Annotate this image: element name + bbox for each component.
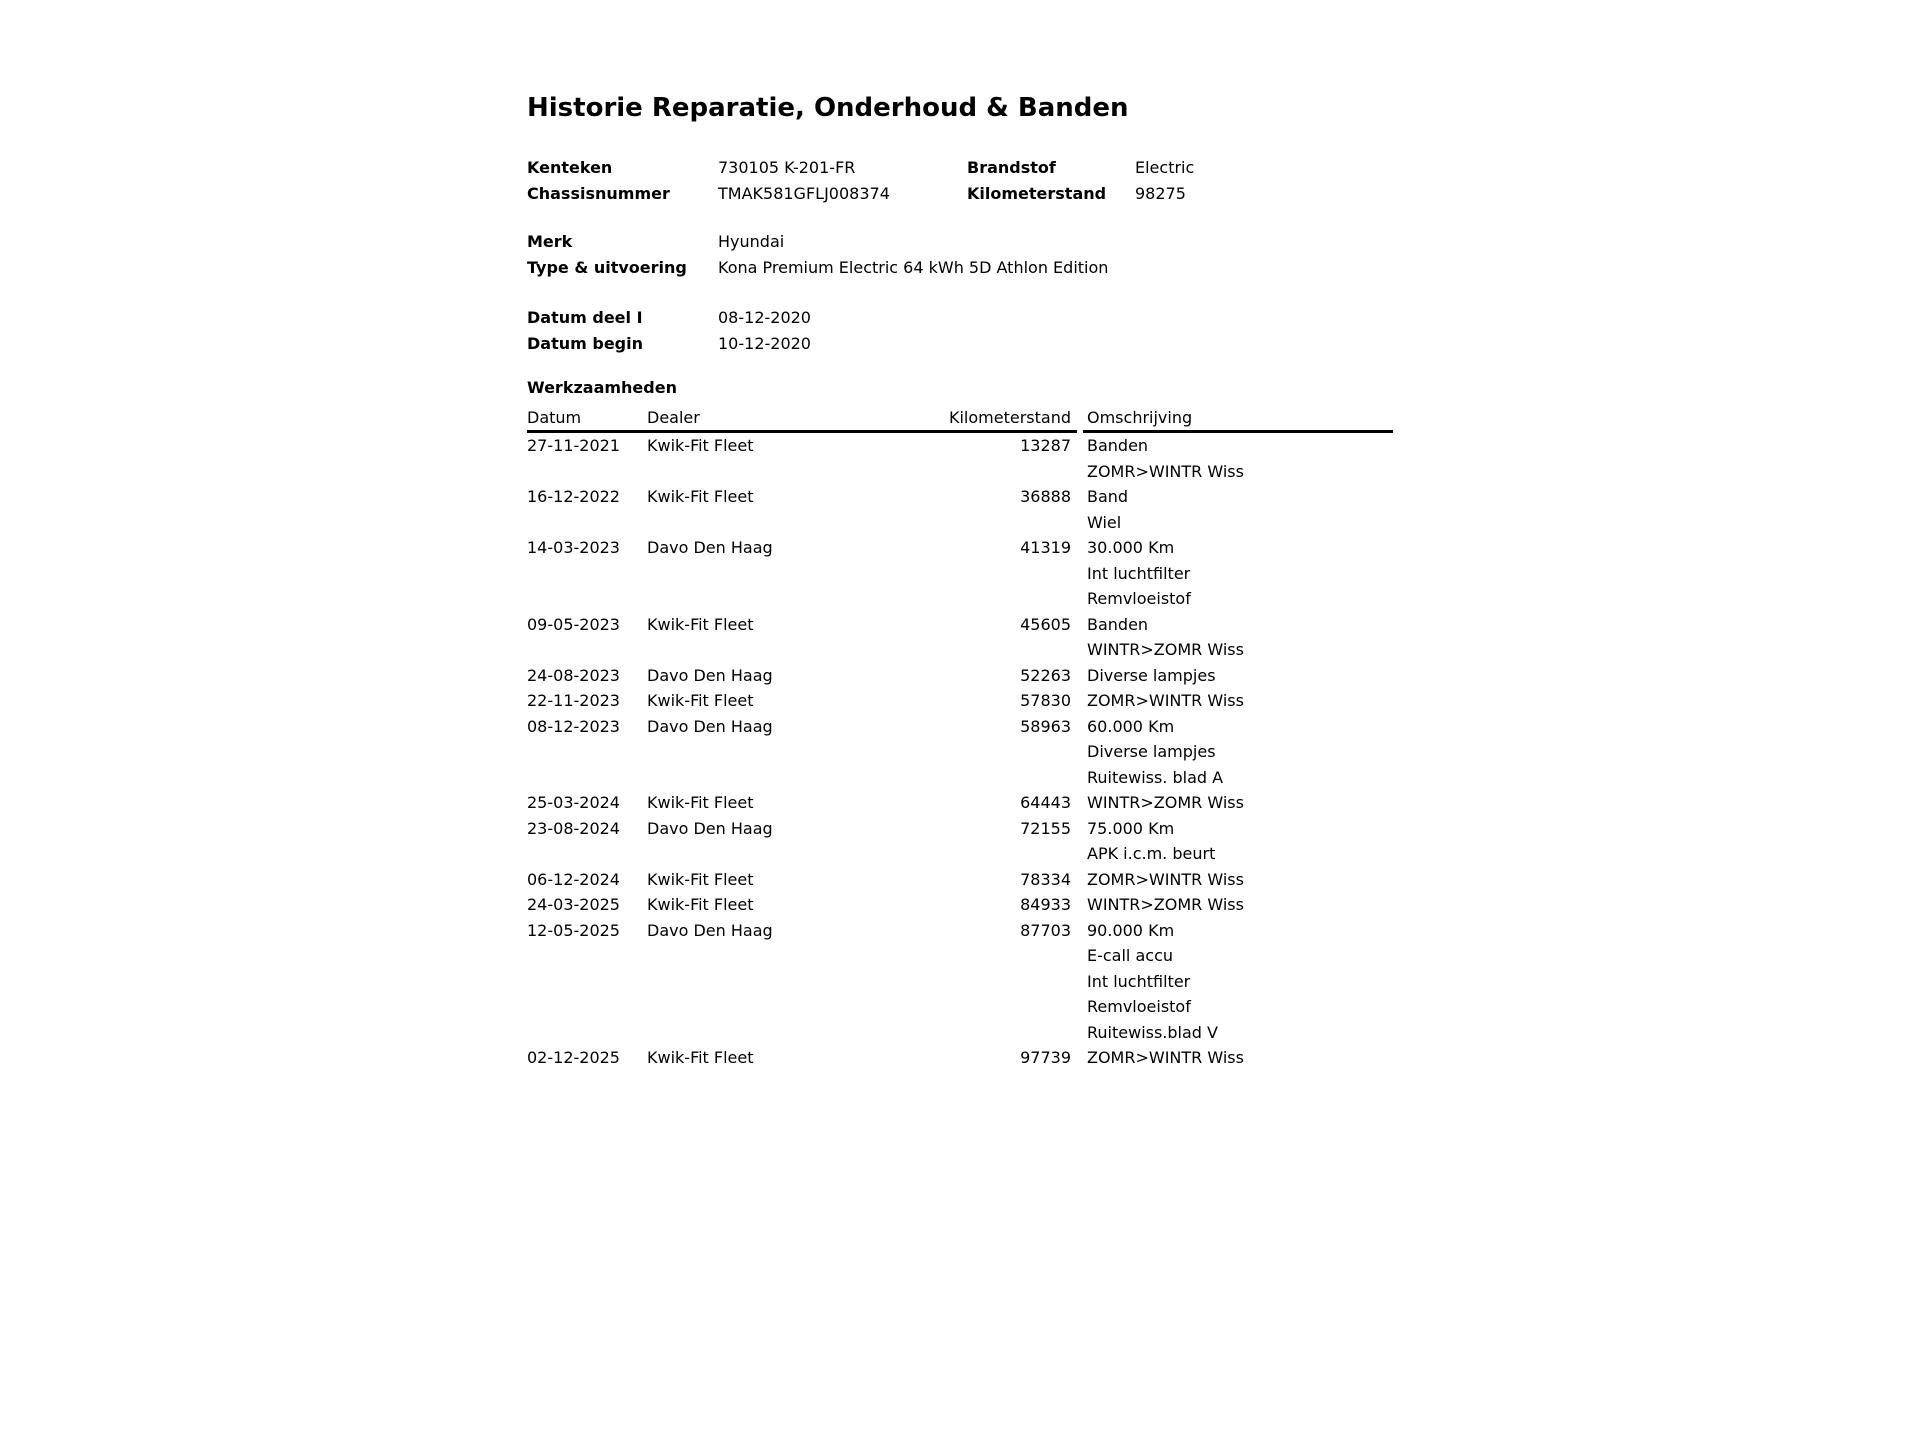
row-datum: 24-08-2023	[527, 665, 620, 685]
omschrijving-line: ZOMR>WINTR Wiss	[1087, 461, 1244, 481]
chassisnummer-value: TMAK581GFLJ008374	[718, 183, 890, 203]
row-dealer: Davo Den Haag	[647, 716, 773, 736]
chassisnummer-label: Chassisnummer	[527, 183, 670, 203]
column-header-dealer: Dealer	[647, 408, 700, 427]
row-kilometerstand: 87703	[1020, 920, 1071, 940]
type-uitvoering-value: Kona Premium Electric 64 kWh 5D Athlon Edition	[718, 257, 1109, 277]
row-kilometerstand: 58963	[1020, 716, 1071, 736]
row-kilometerstand: 78334	[1020, 869, 1071, 889]
omschrijving-line: Diverse lampjes	[1087, 742, 1216, 761]
row-omschrijving	[1071, 867, 1393, 893]
omschrijving-line: Remvloeistof	[1087, 997, 1191, 1016]
row-dealer: Kwik-Fit Fleet	[647, 1048, 754, 1067]
omschrijving-line: Ruitewiss.blad V	[1087, 1022, 1218, 1042]
brandstof-value: Electric	[1135, 158, 1195, 177]
row-kilometerstand: 72155	[1020, 818, 1071, 838]
omschrijving-line: 90.000 Km	[1087, 920, 1175, 940]
datum-begin-label: Datum begin	[527, 333, 643, 353]
vehicle-row	[0, 255, 1920, 281]
merk-value: Hyundai	[718, 232, 785, 251]
kenteken-label: Kenteken	[527, 158, 613, 177]
row-datum: 06-12-2024	[527, 869, 620, 889]
row-dealer: Kwik-Fit Fleet	[647, 793, 754, 812]
row-omschrijving	[1071, 484, 1393, 535]
table-row	[527, 867, 1393, 893]
omschrijving-line: Int luchtfilter	[1087, 971, 1191, 991]
row-datum: 27-11-2021	[527, 436, 620, 455]
row-omschrijving	[1071, 714, 1393, 791]
kenteken-value: 730105 K-201-FR	[718, 158, 856, 177]
table-row	[527, 714, 1393, 791]
row-datum: 08-12-2023	[527, 716, 620, 736]
omschrijving-line: ZOMR>WINTR Wiss	[1087, 869, 1244, 889]
table-row	[527, 535, 1393, 612]
vehicle-row	[0, 229, 1920, 255]
row-kilometerstand: 13287	[1020, 436, 1071, 455]
column-header-omschrijving: Omschrijving	[1087, 408, 1193, 427]
table-row	[527, 790, 1393, 816]
omschrijving-line: ZOMR>WINTR Wiss	[1087, 691, 1244, 710]
row-datum: 16-12-2022	[527, 487, 620, 506]
row-omschrijving	[1071, 892, 1393, 918]
date-row	[0, 305, 1920, 331]
table-row	[527, 663, 1393, 689]
row-omschrijving	[1071, 663, 1393, 689]
worklog-table	[527, 405, 1393, 1067]
row-dealer: Davo Den Haag	[647, 538, 773, 557]
row-datum: 22-11-2023	[527, 691, 620, 710]
row-datum: 14-03-2023	[527, 538, 620, 557]
row-kilometerstand: 84933	[1020, 895, 1071, 914]
omschrijving-line: WINTR>ZOMR Wiss	[1087, 793, 1244, 812]
datum-deel-1-label: Datum deel I	[527, 308, 643, 327]
row-dealer: Davo Den Haag	[647, 665, 773, 685]
row-dealer: Kwik-Fit Fleet	[647, 436, 754, 455]
row-dealer: Kwik-Fit Fleet	[647, 614, 754, 634]
registration-section	[0, 155, 1920, 206]
table-row	[527, 612, 1393, 663]
omschrijving-line: Diverse lampjes	[1087, 665, 1216, 685]
omschrijving-line: 75.000 Km	[1087, 818, 1175, 838]
table-header-row	[527, 405, 1393, 431]
omschrijving-line: Int luchtfilter	[1087, 563, 1191, 583]
date-row	[0, 331, 1920, 357]
datum-begin-value: 10-12-2020	[718, 333, 811, 353]
registration-row	[0, 181, 1920, 207]
column-header-datum: Datum	[527, 408, 582, 427]
row-omschrijving	[1071, 816, 1393, 867]
column-header-kilometerstand: Kilometerstand	[948, 408, 1071, 427]
table-row	[527, 816, 1393, 867]
row-dealer: Kwik-Fit Fleet	[647, 895, 754, 914]
table-row	[527, 484, 1393, 535]
omschrijving-line: Wiel	[1087, 512, 1122, 532]
row-datum: 23-08-2024	[527, 818, 620, 838]
werkzaamheden-heading: Werkzaamheden	[527, 378, 677, 397]
table-row	[527, 892, 1393, 918]
brandstof-label: Brandstof	[967, 158, 1056, 177]
merk-label: Merk	[527, 232, 573, 251]
dates-section	[0, 305, 1920, 356]
omschrijving-line: ZOMR>WINTR Wiss	[1087, 1048, 1244, 1067]
omschrijving-line: Banden	[1087, 436, 1149, 455]
registration-row	[0, 155, 1920, 181]
table-row	[527, 918, 1393, 1046]
row-datum: 02-12-2025	[527, 1048, 620, 1067]
row-omschrijving	[1071, 612, 1393, 663]
row-omschrijving	[1071, 535, 1393, 612]
row-datum: 24-03-2025	[527, 895, 620, 914]
table-body	[527, 433, 1393, 1071]
omschrijving-line: 60.000 Km	[1087, 716, 1175, 736]
table-row	[527, 433, 1393, 484]
row-omschrijving	[1071, 688, 1393, 714]
datum-deel-1-value: 08-12-2020	[718, 308, 811, 327]
omschrijving-line: APK i.c.m. beurt	[1087, 844, 1216, 863]
row-kilometerstand: 57830	[1020, 691, 1071, 710]
row-dealer: Davo Den Haag	[647, 818, 773, 838]
page-title: Historie Reparatie, Onderhoud & Banden	[527, 93, 1129, 123]
row-omschrijving	[1071, 790, 1393, 816]
row-dealer: Kwik-Fit Fleet	[647, 691, 754, 710]
row-dealer: Kwik-Fit Fleet	[647, 869, 754, 889]
row-datum: 12-05-2025	[527, 920, 620, 940]
row-kilometerstand: 36888	[1020, 487, 1071, 506]
row-datum: 09-05-2023	[527, 614, 620, 634]
omschrijving-line: E-call accu	[1087, 946, 1173, 965]
row-omschrijving	[1071, 918, 1393, 1046]
omschrijving-line: WINTR>ZOMR Wiss	[1087, 895, 1244, 914]
row-kilometerstand: 64443	[1020, 793, 1071, 812]
omschrijving-line: 30.000 Km	[1087, 538, 1175, 557]
omschrijving-line: Banden	[1087, 614, 1149, 634]
row-kilometerstand: 41319	[1020, 538, 1071, 557]
row-dealer: Davo Den Haag	[647, 920, 773, 940]
row-kilometerstand: 45605	[1020, 614, 1071, 634]
omschrijving-line: WINTR>ZOMR Wiss	[1087, 640, 1244, 659]
row-omschrijving	[1071, 1045, 1393, 1071]
kilometerstand-label: Kilometerstand	[967, 183, 1107, 203]
table-row	[527, 688, 1393, 714]
omschrijving-line: Remvloeistof	[1087, 589, 1191, 608]
table-row	[527, 1045, 1393, 1071]
row-dealer: Kwik-Fit Fleet	[647, 487, 754, 506]
row-kilometerstand: 52263	[1020, 665, 1071, 685]
vehicle-section	[0, 229, 1920, 280]
row-datum: 25-03-2024	[527, 793, 620, 812]
type-uitvoering-label: Type & uitvoering	[527, 257, 687, 277]
omschrijving-line: Band	[1087, 487, 1129, 506]
row-omschrijving	[1071, 433, 1393, 484]
row-kilometerstand: 97739	[1020, 1048, 1071, 1067]
kilometerstand-value: 98275	[1135, 183, 1186, 203]
omschrijving-line: Ruitewiss. blad A	[1087, 767, 1224, 787]
